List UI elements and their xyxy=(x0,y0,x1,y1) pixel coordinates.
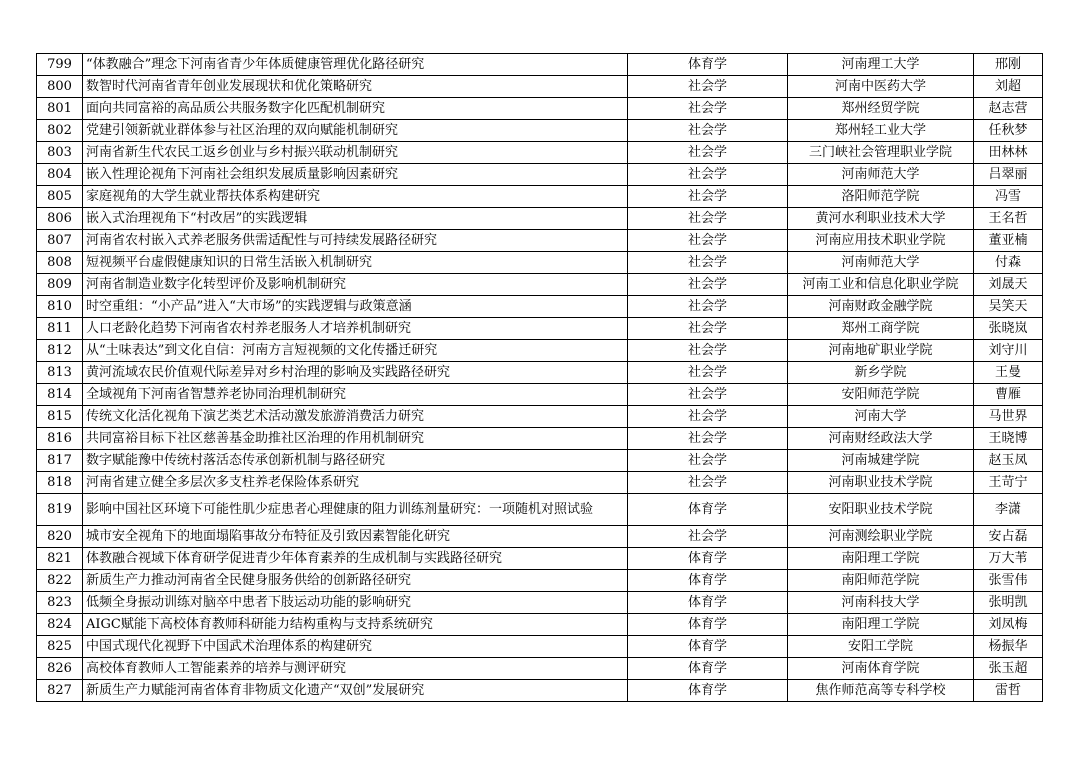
project-title: 家庭视角的大学生就业帮扶体系构建研究 xyxy=(83,186,628,208)
table-row xyxy=(37,120,1043,142)
project-title: 影响中国社区环境下可能性肌少症患者心理健康的阻力训练剂量研究：一项随机对照试验 xyxy=(83,494,628,526)
table-row xyxy=(37,570,1043,592)
table-row xyxy=(37,428,1043,450)
project-number: 806 xyxy=(37,208,83,230)
principal-investigator: 王苛宁 xyxy=(974,472,1043,494)
project-number: 800 xyxy=(37,76,83,98)
project-title: 黄河流域农民价值观代际差异对乡村治理的影响及实践路径研究 xyxy=(83,362,628,384)
project-title: 中国式现代化视野下中国武术治理体系的构建研究 xyxy=(83,636,628,658)
discipline: 体育学 xyxy=(628,658,788,680)
institution: 洛阳师范学院 xyxy=(788,186,974,208)
project-title: AIGC赋能下高校体育教师科研能力结构重构与支持系统研究 xyxy=(83,614,628,636)
discipline: 社会学 xyxy=(628,164,788,186)
project-number: 824 xyxy=(37,614,83,636)
principal-investigator: 张晓岚 xyxy=(974,318,1043,340)
institution: 黄河水利职业技术大学 xyxy=(788,208,974,230)
project-number: 801 xyxy=(37,98,83,120)
project-title: “体教融合”理念下河南省青少年体质健康管理优化路径研究 xyxy=(83,54,628,76)
project-title: 面向共同富裕的高品质公共服务数字化匹配机制研究 xyxy=(83,98,628,120)
principal-investigator: 万大苇 xyxy=(974,548,1043,570)
institution: 郑州经贸学院 xyxy=(788,98,974,120)
principal-investigator: 杨振华 xyxy=(974,636,1043,658)
institution: 河南科技大学 xyxy=(788,592,974,614)
project-title: 河南省制造业数字化转型评价及影响机制研究 xyxy=(83,274,628,296)
discipline: 体育学 xyxy=(628,680,788,702)
table-row xyxy=(37,548,1043,570)
discipline: 社会学 xyxy=(628,362,788,384)
principal-investigator: 王晓博 xyxy=(974,428,1043,450)
project-number: 825 xyxy=(37,636,83,658)
institution: 河南工业和信息化职业学院 xyxy=(788,274,974,296)
principal-investigator: 刘晟天 xyxy=(974,274,1043,296)
institution: 河南职业技术学院 xyxy=(788,472,974,494)
project-number: 799 xyxy=(37,54,83,76)
institution: 河南体育学院 xyxy=(788,658,974,680)
institution: 河南师范大学 xyxy=(788,252,974,274)
institution: 三门峡社会管理职业学院 xyxy=(788,142,974,164)
institution: 南阳理工学院 xyxy=(788,548,974,570)
institution: 河南城建学院 xyxy=(788,450,974,472)
project-title: 河南省新生代农民工返乡创业与乡村振兴联动机制研究 xyxy=(83,142,628,164)
project-number: 802 xyxy=(37,120,83,142)
discipline: 体育学 xyxy=(628,570,788,592)
discipline: 社会学 xyxy=(628,120,788,142)
project-title: 短视频平台虚假健康知识的日常生活嵌入机制研究 xyxy=(83,252,628,274)
project-title: 党建引领新就业群体参与社区治理的双向赋能机制研究 xyxy=(83,120,628,142)
project-number: 814 xyxy=(37,384,83,406)
discipline: 社会学 xyxy=(628,526,788,548)
discipline: 社会学 xyxy=(628,274,788,296)
project-number: 808 xyxy=(37,252,83,274)
table-row xyxy=(37,54,1043,76)
project-number: 809 xyxy=(37,274,83,296)
institution: 河南大学 xyxy=(788,406,974,428)
project-title: 新质生产力赋能河南省体育非物质文化遗产“双创”发展研究 xyxy=(83,680,628,702)
table-row xyxy=(37,680,1043,702)
discipline: 社会学 xyxy=(628,472,788,494)
institution: 河南理工大学 xyxy=(788,54,974,76)
table-row xyxy=(37,614,1043,636)
principal-investigator: 吕翠丽 xyxy=(974,164,1043,186)
discipline: 社会学 xyxy=(628,384,788,406)
project-title: 数字赋能豫中传统村落活态传承创新机制与路径研究 xyxy=(83,450,628,472)
project-title: 传统文化活化视角下演艺类艺术活动激发旅游消费活力研究 xyxy=(83,406,628,428)
principal-investigator: 田林林 xyxy=(974,142,1043,164)
project-number: 815 xyxy=(37,406,83,428)
principal-investigator: 张雪伟 xyxy=(974,570,1043,592)
principal-investigator: 雷哲 xyxy=(974,680,1043,702)
principal-investigator: 刘守川 xyxy=(974,340,1043,362)
table-row xyxy=(37,318,1043,340)
table-row xyxy=(37,98,1043,120)
principal-investigator: 张玉超 xyxy=(974,658,1043,680)
project-title: 共同富裕目标下社区慈善基金助推社区治理的作用机制研究 xyxy=(83,428,628,450)
project-number: 827 xyxy=(37,680,83,702)
table-row xyxy=(37,592,1043,614)
project-title: 新质生产力推动河南省全民健身服务供给的创新路径研究 xyxy=(83,570,628,592)
institution: 河南测绘职业学院 xyxy=(788,526,974,548)
project-number: 822 xyxy=(37,570,83,592)
project-number: 807 xyxy=(37,230,83,252)
principal-investigator: 安占磊 xyxy=(974,526,1043,548)
principal-investigator: 张明凯 xyxy=(974,592,1043,614)
discipline: 社会学 xyxy=(628,252,788,274)
institution: 河南地矿职业学院 xyxy=(788,340,974,362)
project-number: 821 xyxy=(37,548,83,570)
project-number: 812 xyxy=(37,340,83,362)
project-title: 体教融合视域下体育研学促进青少年体育素养的生成机制与实践路径研究 xyxy=(83,548,628,570)
table-row xyxy=(37,230,1043,252)
discipline: 体育学 xyxy=(628,54,788,76)
project-number: 805 xyxy=(37,186,83,208)
project-title: 城市安全视角下的地面塌陷事故分布特征及引致因素智能化研究 xyxy=(83,526,628,548)
discipline: 社会学 xyxy=(628,186,788,208)
institution: 郑州轻工业大学 xyxy=(788,120,974,142)
project-number: 803 xyxy=(37,142,83,164)
table-row xyxy=(37,362,1043,384)
project-title: 从“土味表达”到文化自信：河南方言短视频的文化传播迁研究 xyxy=(83,340,628,362)
principal-investigator: 冯雪 xyxy=(974,186,1043,208)
institution: 河南师范大学 xyxy=(788,164,974,186)
principal-investigator: 王曼 xyxy=(974,362,1043,384)
table-row xyxy=(37,472,1043,494)
project-number: 823 xyxy=(37,592,83,614)
principal-investigator: 马世界 xyxy=(974,406,1043,428)
table-row xyxy=(37,252,1043,274)
discipline: 社会学 xyxy=(628,76,788,98)
discipline: 社会学 xyxy=(628,340,788,362)
project-title: 数智时代河南省青年创业发展现状和优化策略研究 xyxy=(83,76,628,98)
table-row xyxy=(37,658,1043,680)
discipline: 社会学 xyxy=(628,142,788,164)
principal-investigator: 刘超 xyxy=(974,76,1043,98)
project-list-table xyxy=(36,53,1043,702)
table-row xyxy=(37,76,1043,98)
project-number: 816 xyxy=(37,428,83,450)
discipline: 社会学 xyxy=(628,406,788,428)
institution: 安阳职业技术学院 xyxy=(788,494,974,526)
project-title: 嵌入性理论视角下河南社会组织发展质量影响因素研究 xyxy=(83,164,628,186)
discipline: 社会学 xyxy=(628,98,788,120)
institution: 安阳师范学院 xyxy=(788,384,974,406)
institution: 河南中医药大学 xyxy=(788,76,974,98)
table-row xyxy=(37,384,1043,406)
project-number: 811 xyxy=(37,318,83,340)
discipline: 体育学 xyxy=(628,548,788,570)
table-row xyxy=(37,296,1043,318)
table-row xyxy=(37,340,1043,362)
table-row xyxy=(37,526,1043,548)
institution: 河南应用技术职业学院 xyxy=(788,230,974,252)
principal-investigator: 赵志营 xyxy=(974,98,1043,120)
project-number: 818 xyxy=(37,472,83,494)
discipline: 体育学 xyxy=(628,592,788,614)
project-title: 河南省建立健全多层次多支柱养老保险体系研究 xyxy=(83,472,628,494)
discipline: 社会学 xyxy=(628,208,788,230)
project-title: 嵌入式治理视角下“村改居”的实践逻辑 xyxy=(83,208,628,230)
project-number: 819 xyxy=(37,494,83,526)
institution: 河南财政金融学院 xyxy=(788,296,974,318)
table-row xyxy=(37,208,1043,230)
project-title: 全域视角下河南省智慧养老协同治理机制研究 xyxy=(83,384,628,406)
principal-investigator: 邢刚 xyxy=(974,54,1043,76)
project-title: 人口老龄化趋势下河南省农村养老服务人才培养机制研究 xyxy=(83,318,628,340)
discipline: 社会学 xyxy=(628,296,788,318)
principal-investigator: 付森 xyxy=(974,252,1043,274)
principal-investigator: 吴笑天 xyxy=(974,296,1043,318)
institution: 焦作师范高等专科学校 xyxy=(788,680,974,702)
institution: 安阳工学院 xyxy=(788,636,974,658)
discipline: 社会学 xyxy=(628,318,788,340)
discipline: 体育学 xyxy=(628,614,788,636)
principal-investigator: 赵玉凤 xyxy=(974,450,1043,472)
table-row xyxy=(37,142,1043,164)
table-row xyxy=(37,186,1043,208)
discipline: 社会学 xyxy=(628,230,788,252)
project-title: 高校体育教师人工智能素养的培养与测评研究 xyxy=(83,658,628,680)
project-number: 810 xyxy=(37,296,83,318)
discipline: 社会学 xyxy=(628,450,788,472)
project-number: 820 xyxy=(37,526,83,548)
institution: 新乡学院 xyxy=(788,362,974,384)
project-number: 817 xyxy=(37,450,83,472)
project-number: 804 xyxy=(37,164,83,186)
table-row xyxy=(37,274,1043,296)
table-row xyxy=(37,164,1043,186)
principal-investigator: 任秋梦 xyxy=(974,120,1043,142)
institution: 河南财经政法大学 xyxy=(788,428,974,450)
institution: 南阳师范学院 xyxy=(788,570,974,592)
discipline: 体育学 xyxy=(628,636,788,658)
discipline: 社会学 xyxy=(628,428,788,450)
project-title: 低频全身振动训练对脑卒中患者下肢运动功能的影响研究 xyxy=(83,592,628,614)
project-title: 时空重组：“小产品”进入“大市场”的实践逻辑与政策意涵 xyxy=(83,296,628,318)
principal-investigator: 李潇 xyxy=(974,494,1043,526)
institution: 南阳理工学院 xyxy=(788,614,974,636)
discipline: 体育学 xyxy=(628,494,788,526)
table-row xyxy=(37,406,1043,428)
project-number: 826 xyxy=(37,658,83,680)
principal-investigator: 曹雁 xyxy=(974,384,1043,406)
principal-investigator: 王名哲 xyxy=(974,208,1043,230)
project-number: 813 xyxy=(37,362,83,384)
principal-investigator: 董亚楠 xyxy=(974,230,1043,252)
institution: 郑州工商学院 xyxy=(788,318,974,340)
project-list-body xyxy=(37,54,1043,702)
table-row xyxy=(37,636,1043,658)
principal-investigator: 刘凤梅 xyxy=(974,614,1043,636)
project-title: 河南省农村嵌入式养老服务供需适配性与可持续发展路径研究 xyxy=(83,230,628,252)
table-row xyxy=(37,450,1043,472)
table-row xyxy=(37,494,1043,526)
